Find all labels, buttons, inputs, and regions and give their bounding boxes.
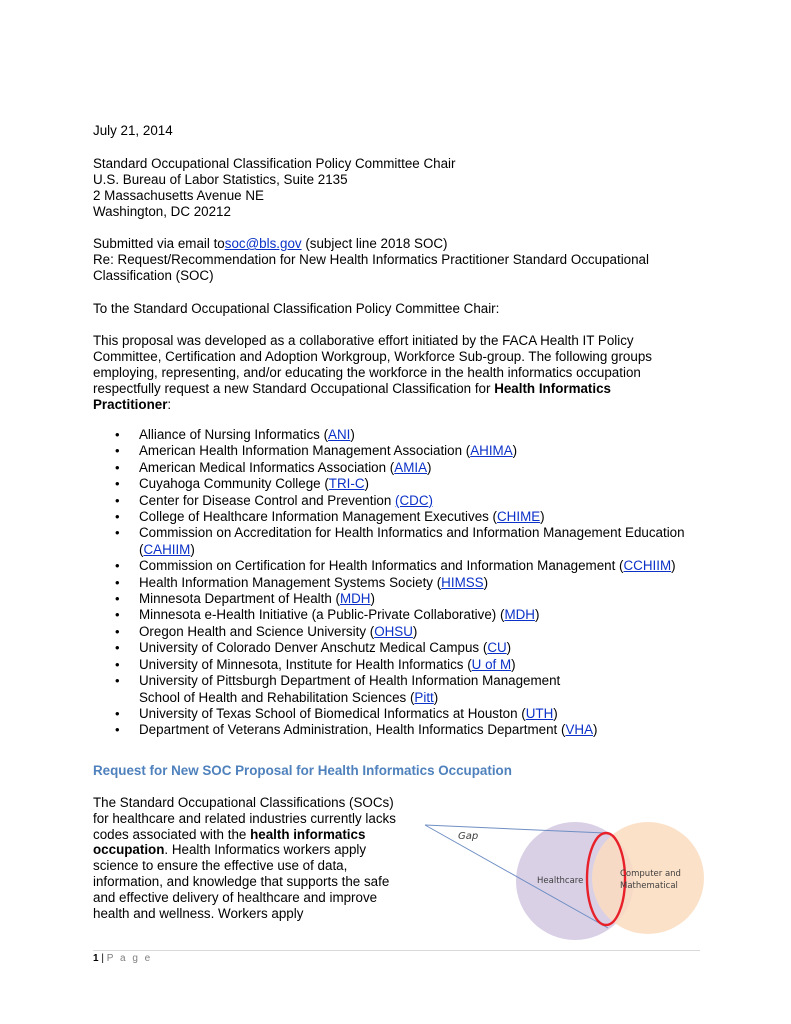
organization-list (93, 427, 713, 739)
organization-close: ) (534, 607, 540, 623)
organization-name: Commission on Accreditation for Health Informatics and Information Management Education ( (139, 525, 685, 557)
organization-link[interactable]: Pitt (414, 689, 434, 705)
organization-close: ) (506, 640, 512, 656)
intro-text: This proposal was developed as a collaborative effort initiated by the FACA Health IT Policy Committee, Certification and Adoption Workgroup, Workforce Sub-group. The following groups employing, representing, and/or educating the workforce in the health informatics occupation respectfully request a new Standard Occupational Classification for (93, 333, 652, 396)
organization-link[interactable]: MDH (504, 607, 535, 623)
organization-name: Commission on Certification for Health Informatics and Information Management ( (139, 558, 624, 574)
venn-svg (420, 815, 710, 940)
healthcare-label: Healthcare (537, 876, 584, 886)
page-number: 1 (93, 953, 99, 964)
organization-close: ) (540, 509, 545, 525)
organization-name: Health Information Management Systems Society ( (139, 574, 442, 590)
mathematical-label: Mathematical (620, 881, 678, 891)
organization-name: American Health Information Management Association ( (139, 443, 471, 459)
submitted-suffix: (subject line 2018 SOC) (301, 236, 448, 251)
organization-link[interactable]: HIMSS (441, 574, 484, 590)
organization-item (93, 591, 713, 607)
recipient-address (93, 156, 713, 220)
organization-link[interactable]: ANI (328, 427, 351, 442)
organization-item (93, 640, 713, 656)
organization-name: Department of Veterans Administration, Health Informatics Department ( (139, 722, 566, 738)
organization-name: American Medical Informatics Association ( (139, 459, 395, 475)
organization-link[interactable]: CAHIIM (143, 541, 191, 557)
organization-name: Alliance of Nursing Informatics ( (139, 427, 329, 442)
organization-item (93, 657, 713, 673)
salutation: To the Standard Occupational Classification Policy Committee Chair: (93, 301, 500, 316)
organization-link[interactable]: OHSU (374, 623, 413, 639)
letter-date: July 21, 2014 (93, 123, 173, 138)
address-line: Washington, DC 20212 (93, 204, 231, 219)
section-heading: Request for New SOC Proposal for Health Informatics Occupation (93, 763, 512, 778)
para-start: The Standard Occupational Classifications (SOCs) for healthcare and related industries currently lacks codes associated with the (93, 795, 396, 842)
organization-name: Cuyahoga Community College ( (139, 476, 329, 492)
organization-link[interactable]: AMIA (394, 459, 428, 475)
organization-close: ) (190, 541, 195, 557)
address-line: 2 Massachusetts Avenue NE (93, 188, 264, 203)
intro-bold: Health Informatics Practitioner (93, 381, 612, 412)
organization-name: Center for Disease Control and Prevention (139, 492, 396, 508)
organization-close: ) (511, 656, 516, 672)
address-line: U.S. Bureau of Labor Statistics, Suite 2135 (93, 172, 348, 187)
organization-item (93, 525, 713, 558)
submitted-prefix: Submitted via email to (93, 236, 225, 251)
organization-item (93, 673, 713, 706)
address-line: Standard Occupational Classification Policy Committee Chair (93, 156, 456, 171)
organization-name: Minnesota e-Health Initiative (a Public-Private Collaborative) ( (139, 607, 505, 623)
submitted-line (93, 236, 713, 252)
organization-name: Minnesota Department of Health ( (139, 591, 340, 607)
organization-name: University of Texas School of Biomedical Informatics at Houston ( (139, 705, 526, 721)
organization-link[interactable]: CHIME (497, 509, 541, 525)
para-bold: health informatics occupation (93, 826, 366, 858)
footer-divider (93, 950, 700, 951)
page-label: P a g e (106, 953, 153, 964)
gap-label: Gap (458, 831, 479, 842)
section-paragraph (93, 795, 398, 921)
organization-link[interactable]: (CDC) (395, 492, 433, 508)
organization-name-line2: School of Health and Rehabilitation Sciences ( (139, 689, 415, 705)
organization-item (93, 476, 713, 492)
organization-close: ) (350, 427, 355, 442)
organization-item (93, 509, 713, 525)
organization-close: ) (483, 574, 489, 590)
footer-separator: | (98, 953, 107, 964)
intro-end: : (167, 397, 172, 412)
organization-close: ) (553, 705, 558, 721)
organization-item (93, 443, 713, 459)
organization-link[interactable]: TRI-C (328, 476, 365, 492)
organization-link[interactable]: UTH (525, 705, 554, 721)
organization-name: Oregon Health and Science University ( (139, 623, 375, 639)
organization-item (93, 706, 713, 722)
organization-close: ) (671, 558, 676, 574)
submission-info (93, 236, 713, 284)
organization-link[interactable]: U of M (471, 656, 512, 672)
intro-paragraph (93, 333, 673, 413)
venn-diagram (420, 815, 710, 940)
organization-item (93, 558, 713, 574)
page-footer (93, 953, 152, 965)
organization-item (93, 624, 713, 640)
organization-item (93, 607, 713, 623)
organization-item (93, 460, 713, 476)
organization-link[interactable]: CU (487, 640, 507, 656)
organization-item (93, 427, 713, 443)
organization-close: ) (412, 623, 418, 639)
organization-name: University of Pittsburgh Department of Health Information Management (139, 673, 561, 689)
organization-link[interactable]: CCHIIM (623, 558, 672, 574)
organization-close: ) (364, 476, 369, 492)
organization-name: University of Minnesota, Institute for Health Informatics ( (139, 656, 472, 672)
re-line: Re: Request/Recommendation for New Health Informatics Practitioner Standard Occupational Classification (SOC) (93, 252, 649, 283)
computer-label: Computer and (620, 869, 681, 879)
email-link[interactable]: soc@bls.gov (224, 236, 302, 251)
organization-close: ) (370, 591, 375, 607)
organization-link[interactable]: AHIMA (470, 443, 513, 459)
organization-link[interactable]: VHA (565, 722, 594, 738)
organization-item (93, 722, 713, 738)
organization-link[interactable]: MDH (339, 591, 371, 607)
organization-item (93, 493, 713, 509)
organization-close: ) (433, 689, 439, 705)
organization-item (93, 575, 713, 591)
organization-close: ) (512, 443, 518, 459)
organization-name: University of Colorado Denver Anschutz Medical Campus ( (139, 640, 488, 656)
organization-close: ) (593, 722, 598, 738)
organization-name: College of Healthcare Information Management Executives ( (139, 509, 498, 525)
para-end: . Health Informatics workers apply science to ensure the effective use of data, information, and knowledge that supports the safe and effective delivery of healthcare and improve health and wellness. Workers apply (93, 842, 390, 921)
organization-close: ) (427, 459, 432, 475)
letter-body (93, 123, 713, 739)
